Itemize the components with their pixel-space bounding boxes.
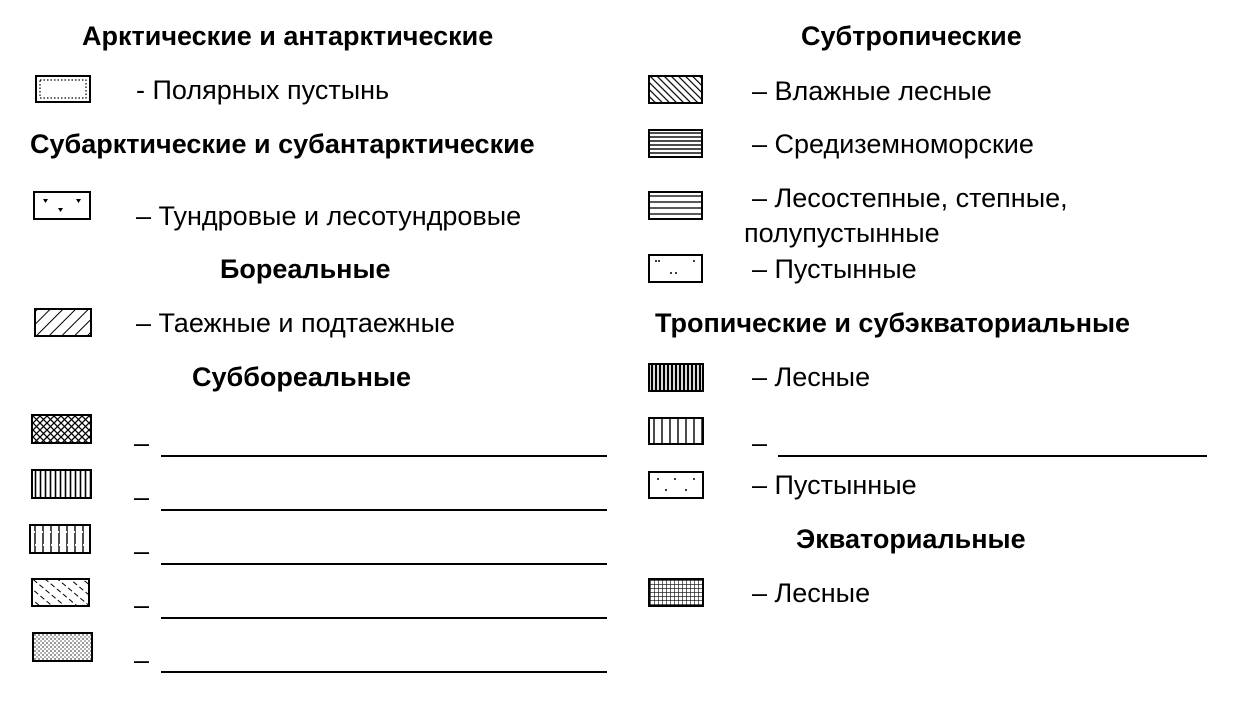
label-wet-forest: – Влажные лесные <box>752 76 992 106</box>
swatch-arctic-desert <box>35 75 91 103</box>
heading-subboreal: Суббореальные <box>192 362 412 392</box>
answer-blank-tropical[interactable] <box>778 455 1207 457</box>
swatch-subboreal-4 <box>31 578 90 607</box>
dash-subboreal-2: – <box>134 482 150 512</box>
heading-arctic: Арктические и антарктические <box>82 21 494 51</box>
swatch-tundra <box>33 191 91 220</box>
dash-subboreal-3: – <box>134 536 150 566</box>
answer-blank-subboreal-1[interactable] <box>161 455 607 457</box>
wide-vertical-pattern <box>650 419 702 443</box>
swatch-eq-forest <box>648 578 704 607</box>
label-steppe-line2: полупустынные <box>744 218 940 248</box>
swatch-trop-forest <box>648 363 704 392</box>
brick-pattern <box>31 526 89 552</box>
swatch-taiga <box>34 308 92 337</box>
answer-blank-subboreal-2[interactable] <box>161 509 607 511</box>
swatch-subboreal-1 <box>31 414 92 444</box>
dash-subboreal-4: – <box>134 590 150 620</box>
swatch-desert <box>648 254 703 283</box>
heading-subarctic: Субарктические и субантарктические <box>30 129 535 159</box>
label-tundra: – Тундровые и лесотундровые <box>136 201 522 231</box>
swatch-steppe <box>648 191 703 220</box>
label-arctic-desert: - Полярных пустынь <box>136 75 390 105</box>
dense-diagonal-pattern <box>650 77 701 102</box>
swatch-trop-desert <box>648 471 704 499</box>
label-trop-desert: – Пустынные <box>752 470 917 500</box>
label-trop-forest: – Лесные <box>752 362 871 392</box>
answer-blank-subboreal-4[interactable] <box>161 617 607 619</box>
label-mediterranean: – Средиземноморские <box>752 129 1034 159</box>
swatch-subboreal-5 <box>32 632 93 662</box>
triangle-marks-pattern <box>35 193 89 218</box>
label-taiga: – Таежные и подтаежные <box>136 308 455 338</box>
diagonal-hatch-pattern <box>36 310 90 335</box>
heading-subtropical: Субтропические <box>801 21 1022 51</box>
dotted-border-pattern <box>37 77 89 101</box>
swatch-mediterranean <box>648 129 703 158</box>
vertical-lines-pattern <box>33 471 90 497</box>
dash-subboreal-5: – <box>134 645 150 675</box>
heading-equatorial: Экваториальные <box>796 524 1026 554</box>
dashed-diagonal-pattern <box>33 580 88 605</box>
answer-blank-subboreal-3[interactable] <box>161 563 607 565</box>
crosshatch-pattern <box>33 416 90 442</box>
dash-subboreal-1: – <box>134 428 150 458</box>
scattered-dots-pattern <box>650 473 702 497</box>
stipple-pattern <box>34 634 91 660</box>
swatch-trop-blank <box>648 417 704 445</box>
dense-vertical-pattern <box>650 365 702 390</box>
swatch-subboreal-2 <box>31 469 92 499</box>
heading-tropical: Тропические и субэкваториальные <box>655 308 1131 338</box>
heading-boreal: Бореальные <box>220 254 391 284</box>
grid-pattern <box>650 580 702 605</box>
swatch-wet-forest <box>648 75 703 104</box>
dash-trop-blank: – <box>752 428 768 458</box>
label-steppe-line1: – Лесостепные, степные, <box>752 183 1068 213</box>
label-eq-forest: – Лесные <box>752 578 871 608</box>
swatch-subboreal-3 <box>29 524 91 554</box>
sparse-dots-pattern <box>650 256 701 281</box>
answer-blank-subboreal-5[interactable] <box>161 671 607 673</box>
dense-horizontal-pattern <box>650 131 701 156</box>
horizontal-lines-pattern <box>650 193 701 218</box>
label-desert: – Пустынные <box>752 254 917 284</box>
